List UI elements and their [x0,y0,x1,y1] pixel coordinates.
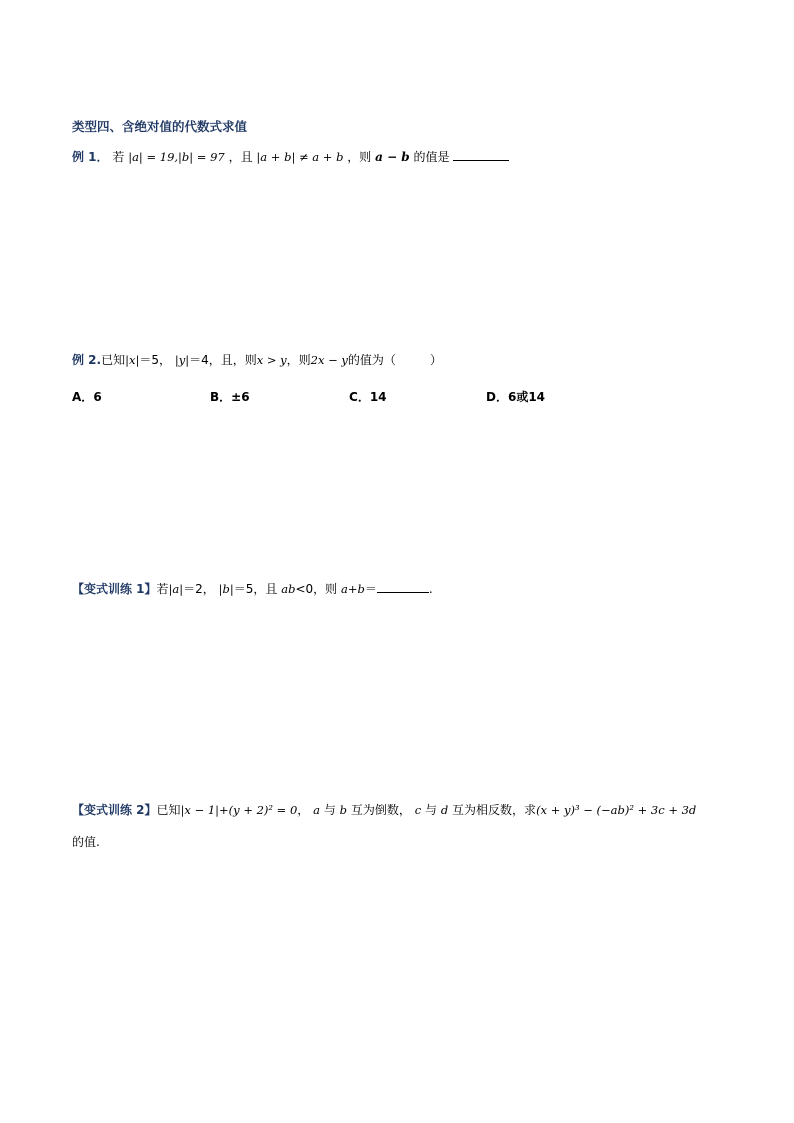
variant-1-period: . [428,582,433,596]
choice-a-value: 6 [93,390,102,404]
example-2-tail: 的值为（ [347,353,396,367]
example-1-condition-2: |a + b| ≠ a + b [256,150,344,164]
variant-1-if: 若 [156,582,169,596]
example-1-label: 例 1． [72,150,109,164]
variant-2-c: c [414,803,422,817]
variant-training-2 [72,801,696,819]
choice-a-letter: A [72,390,82,404]
choice-b[interactable] [210,388,250,405]
example-1-condition-1: |a| = 19,|b| = 97 [128,150,225,164]
variant-2-reciprocal: 互为倒数， [350,803,411,817]
example-2-then: ，则 [286,353,311,367]
variant-2-opposite: 互为相反数，求 [452,803,537,817]
variant-2-a: a [313,803,320,817]
variant-1-eq2: ＝2， [183,582,215,596]
choice-c[interactable] [349,388,387,405]
variant-2-with-1: 与 [323,803,336,817]
answer-blank [377,580,429,593]
example-2-label: 例 2. [72,353,102,367]
variant-1-eq: ＝ [364,582,377,596]
variant-2-condition: |x − 1|+(y + 2)² = 0 [180,803,298,817]
choice-b-sep: ． [219,390,232,404]
example-2-close: ） [429,353,442,367]
variant-1-a-plus-b: a+b [340,582,365,596]
example-2-expression: 2x − y [310,353,348,367]
variant-1-abs-b: |b| [218,582,234,596]
choice-b-value: ±6 [231,390,250,404]
choice-d[interactable] [486,388,545,405]
choice-a-sep: ． [81,390,94,404]
choice-c-value: 14 [369,390,387,404]
example-1-then: ，则 [347,150,372,164]
example-2-abs-y: |y| [174,353,190,367]
variant-2-known: 已知 [156,803,181,817]
example-2-inequality: x > y [256,353,287,367]
variant-2-d: d [440,803,449,817]
example-2-eq5: ＝5， [139,353,171,367]
example-2 [72,351,442,369]
choice-d-sep: ． [495,390,508,404]
example-1-and: ，且 [228,150,253,164]
answer-blank [453,148,509,161]
variant-1-eq5: ＝5，且 [233,582,278,596]
variant-1-lt: <0，则 [295,582,338,596]
choice-c-letter: C [349,390,358,404]
section-title: 类型四、含绝对值的代数式求值 [72,119,248,134]
example-2-known: 已知 [101,353,126,367]
choice-a[interactable] [72,388,102,405]
variant-2-line-2: 的值. [72,835,100,849]
choice-c-sep: ． [357,390,370,404]
variant-training-1 [72,580,433,598]
example-1-expression: a − b [375,150,410,164]
variant-2-expression: (x + y)³ − (−ab)² + 3c + 3d [536,803,697,817]
choice-d-value: 6或14 [507,390,546,404]
variant-2-label: 【变式训练 2】 [72,803,157,817]
example-1-if: 若 [112,150,125,164]
variant-1-label: 【变式训练 1】 [72,582,157,596]
variant-2-comma: ， [297,803,310,817]
example-1-tail: 的值是 [413,150,450,164]
example-2-eq4: ＝4，且，则 [189,353,257,367]
choice-b-letter: B [210,390,220,404]
variant-1-abs-a: |a| [168,582,184,596]
example-2-abs-x: |x| [125,353,140,367]
variant-2-b: b [339,803,348,817]
choice-d-letter: D [486,390,496,404]
example-2-choices [72,388,672,406]
example-1 [72,148,509,166]
variant-2-with-2: 与 [425,803,438,817]
variant-1-ab: ab [281,582,296,596]
